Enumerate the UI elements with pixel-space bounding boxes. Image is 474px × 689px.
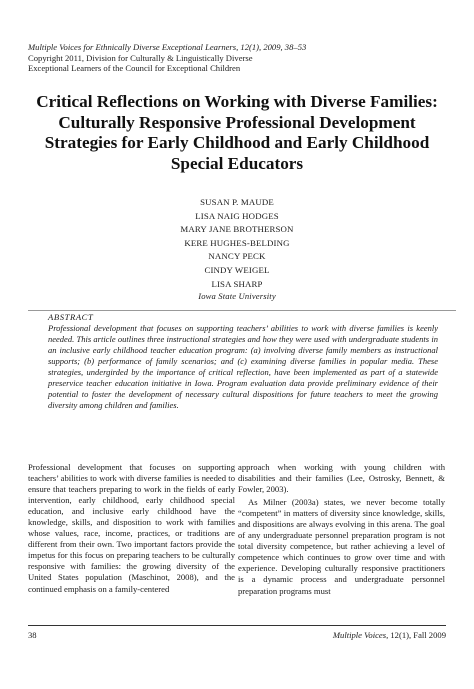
author: LISA SHARP xyxy=(211,278,263,289)
author: MARY JANE BROTHERSON xyxy=(180,224,294,235)
footer-issue: 12(1), Fall 2009 xyxy=(388,630,446,640)
page-number: 38 xyxy=(28,630,37,640)
author: KERE HUGHES-BELDING xyxy=(184,237,290,248)
body-paragraph: As Milner (2003a) states, we never become totally “competent” in matters of diversity since knowledge, skills, and dispositions are always evolving in this arena. The goal of any undergraduate personnel preparation program is not total diversity competence, but rather achieving a level of competence which continues to grow over time and with experience. Developing culturally responsive practitioners is a dynamic process and undergraduate personnel preparation programs must xyxy=(238,497,445,596)
abstract-heading: ABSTRACT xyxy=(48,312,94,322)
organization-line: Exceptional Learners of the Council for Exceptional Children xyxy=(28,63,241,74)
journal-header xyxy=(28,42,448,74)
author: NANCY PECK xyxy=(208,251,266,262)
footer-citation xyxy=(333,630,446,640)
body-paragraph: approach when working with young children with disabilities and their families (Lee, Ostrosky, Bennett, & Fowler, 2003). xyxy=(238,462,445,495)
body-column-left xyxy=(28,462,235,595)
author: SUSAN P. MAUDE xyxy=(200,197,274,207)
abstract-divider xyxy=(28,310,456,311)
journal-citation: Multiple Voices for Ethnically Diverse Exceptional Learners, 12(1), 2009, 38–53 xyxy=(28,42,307,52)
author: LISA NAIG HODGES xyxy=(195,210,279,221)
article-title: Critical Reflections on Working with Diverse Families: Culturally Responsive Professional Development Strategies for Early Childhood and Early Childhood Special Educators xyxy=(36,92,438,173)
footer-divider xyxy=(28,625,446,626)
copyright-line: Copyright 2011, Division for Culturally & Linguistically Diverse xyxy=(28,52,253,63)
abstract-text: Professional development that focuses on supporting teachers’ abilities to work with diverse families is keenly needed. This article outlines three instructional strategies and how they were used with undergraduate students in an inclusive early childhood teacher education program: (a) involving diverse family members as instructional supports; (b) performance of family scenarios; and (c) examining diverse families in popular media. These strategies, undergirded by the importance of critical reflection, have been implemented as part of a statewide preservice teacher education initiative in Iowa. Program evaluation data provide preliminary evidence of their potential to foster the development of necessary cultural dispositions for future teachers to meet the growing diversity among children and families. xyxy=(48,323,438,410)
body-paragraph: Professional development that focuses on supporting teachers’ abilities to work with diverse families is needed to ensure that teachers preparing to work in the fields of early intervention, early childhood, early childhood special education, and inclusive early childhood have the knowledge, skills, and disposition to work with families whose values, race, income, practices, or traditions are different from their own. Two important factors provide the impetus for this focus on preparing teachers to be culturally responsive with families: the growing diversity of the United States population (Maschinot, 2008), and the continued emphasis on a family-centered xyxy=(28,462,235,594)
author: CINDY WEIGEL xyxy=(204,264,270,275)
body-column-right xyxy=(238,462,445,597)
affiliation: Iowa State University xyxy=(198,291,276,302)
author-list xyxy=(0,196,474,301)
footer-journal-name: Multiple Voices, xyxy=(332,630,389,640)
